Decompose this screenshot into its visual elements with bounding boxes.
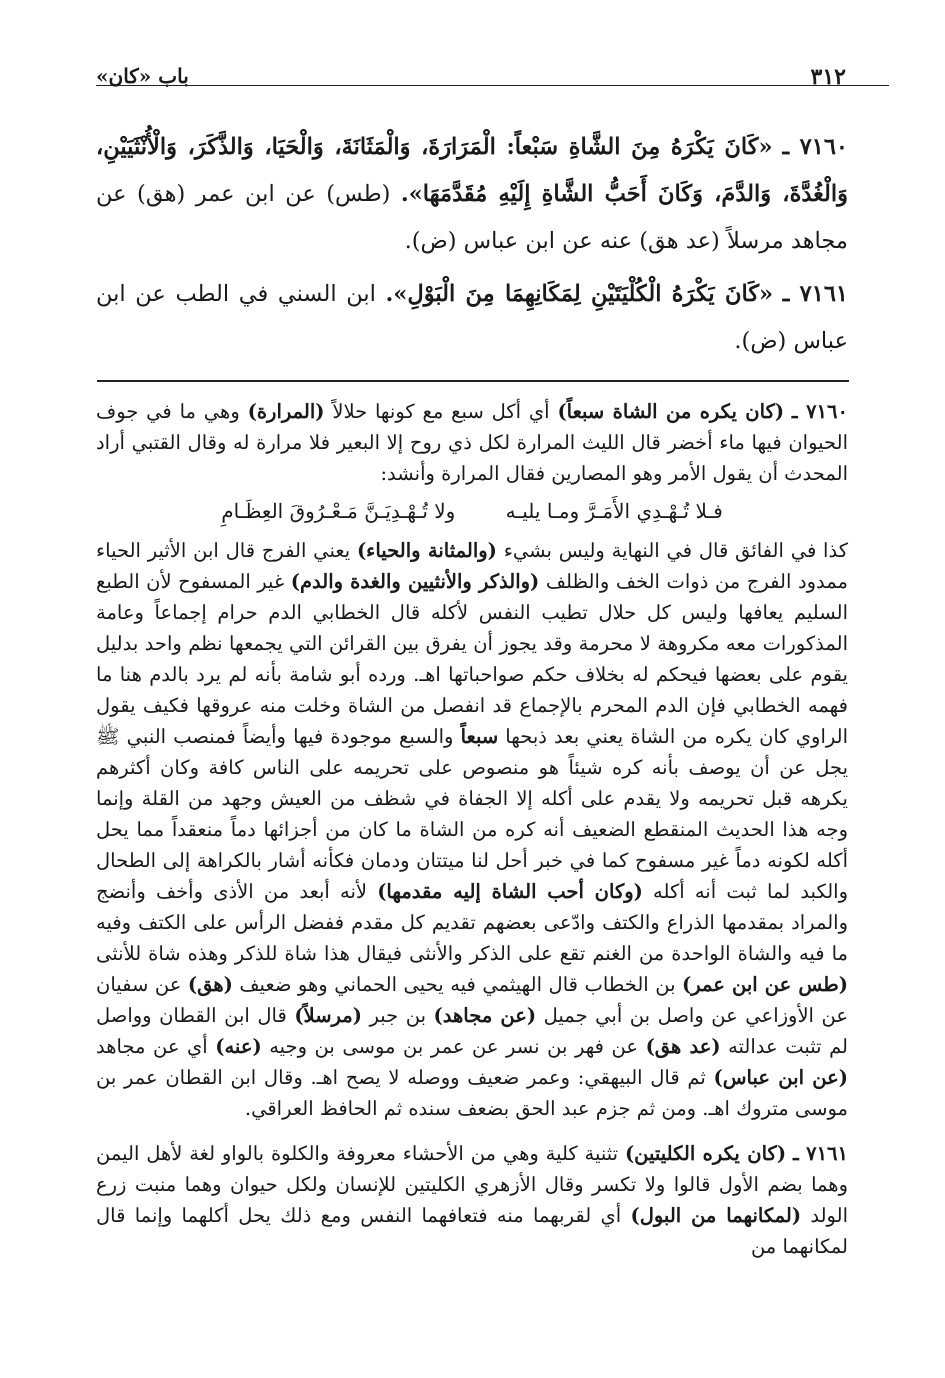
commentary-text: بن الخطاب قال الهيثمي فيه يحيى الحماني وهو ضعيف	[232, 973, 683, 996]
page-number: ٣١٢	[810, 64, 846, 90]
commentary-lemma: (وكان أحب الشاة إليه مقدمها)	[377, 880, 643, 903]
hadith-quote: «كَانَ يَكْرَهُ الْكُلْيَتَيْنِ لِمَكَانِهِمَا مِنَ الْبَوْلِ».	[385, 281, 774, 307]
commentary-text: وهي ما في جوف الحيوان فيها ماء أخضر قال الليث المرارة لكل ذي روح إلا البعير فلا مرارة له وقال القتبي أراد المحدث أن يقول الأمر وهو المصارين فقال المرارة وأنشد:	[96, 400, 848, 485]
commentary-7161	[96, 1138, 848, 1262]
commentary-number: ٧١٦٠ ـ	[791, 400, 848, 423]
commentary-lemma: (مرسلاً)	[294, 1004, 362, 1027]
commentary-number: ٧١٦١ ـ	[792, 1142, 848, 1165]
commentary-text: أي عن مجاهد	[96, 1035, 216, 1058]
commentary-text: والسبع موجودة فيها وأيضاً فمنصب النبي ﷺ يجل عن أن يوصف بأنه كره شيئاً هو منصوص على تحريمه على الناس كافة وكان أكثرهم يكرهه قبل تحريمه ولا يقدم على أكله إلا الجفاة في شظف من العيش وجهد من القلة وإنما وجه هذا الحديث المنقطع الضعيف أنه كره من الشاة ما كان من أجزائها دماً منعقداً مما يحل أكله لكونه دماً غير مسفوح كما في خبر أحل لنا ميتتان ودمان فكأنه أشار بالكراهة إلى الطحال والكبد لما ثبت أنه أكله	[96, 725, 848, 903]
commentary-lemma: (عد هق)	[645, 1035, 721, 1058]
poem-hemistich-1: فـلا تُـهْـدِي الأَمَـرَّ ومـا يليـه	[505, 499, 723, 523]
commentary-lemma: (والمثانة والحياء)	[356, 539, 497, 562]
commentary-lemma: سبعاً	[460, 725, 499, 748]
commentary-lemma: (عنه)	[215, 1035, 262, 1058]
commentary-lemma: (والذكر والأنثيين والغدة والدم)	[290, 570, 540, 593]
commentary-text: غير المسفوح لأن الطبع السليم يعافها وليس كل حلال تطيب النفس لأكله قال الخطابي الدم حرام إجماعاً وعامة المذكورات معه مكروهة لا محرمة وقد يجوز أن يفرق بين القرائن التي يجمعها نظم واحد بدليل يقوم على بعضها فيحكم له بخلاف حكم صواحباتها اهـ. ورده أبو شامة بأنه لم يرد بالدم هنا ما فهمه الخطابي فإن الدم المحرم بالإجماع قد انفصل من الشاة وخلت منه عروقها فكيف يقول الراوي كان يكره من الشاة يعني بعد ذبحها	[96, 570, 848, 748]
commentary-text: ثم قال البيهقي: وعمر ضعيف ووصله لا يصح اهـ. وقال ابن القطان عمر بن موسى متروك اهـ. ومن ثم جزم عبد الحق بضعف سنده ثم الحافظ العراقي.	[96, 1066, 848, 1120]
commentary-text: عن فهر بن نسر عن عمر بن موسى بن وجيه	[261, 1035, 646, 1058]
commentary-lemma: (طس عن ابن عمر)	[682, 973, 848, 996]
commentary-lemma: (المرارة)	[247, 400, 325, 423]
hadith-reference: ابن السني في الطب عن ابن عباس (ض).	[96, 281, 848, 354]
hadith-number: ٧١٦٠ ـ	[782, 134, 849, 160]
commentary-7160	[96, 396, 848, 489]
hadith-number: ٧١٦١ ـ	[782, 281, 848, 307]
commentary-text: كذا في الفائق قال في النهاية وليس بشيء	[496, 539, 848, 562]
poem-hemistich-2: ولا تُـهْـدِيَـنَّ مَـعْـرُوقَ العِظَـامِ	[221, 499, 456, 523]
commentary-text: قال ابن القطان وواصل لم تثبت عدالته	[96, 1004, 848, 1058]
commentary-lemma: (لمكانهما من البول)	[630, 1204, 802, 1227]
hadith-7160	[96, 124, 848, 265]
hadith-7161	[96, 271, 848, 365]
commentary-lemma: (هق)	[187, 973, 233, 996]
commentary-text: أي لقربهما منه فتعافهما النفس ومع ذلك يحل أكلهما وإنما قال لمكانهما من	[96, 1204, 848, 1258]
commentary-lemma: (عن مجاهد)	[433, 1004, 537, 1027]
hadith-text	[96, 124, 848, 371]
footnote-separator	[97, 380, 849, 382]
commentary-7160-continued	[96, 535, 848, 1124]
commentary-lemma: (كان يكره الكليتين)	[624, 1142, 787, 1165]
hadith-reference: (طس) عن ابن عمر (هق) عن مجاهد مرسلاً (عد هق) عنه عن ابن عباس (ض).	[96, 181, 848, 254]
commentary	[96, 396, 848, 1262]
commentary-text: أي أكل سبع مع كونها حلالاً	[324, 400, 558, 423]
commentary-lemma: (عن ابن عباس)	[713, 1066, 848, 1089]
page-header	[96, 64, 846, 98]
hadith-quote: «كَانَ يَكْرَهُ مِنَ الشَّاةِ سَبْعاً: الْمَرَارَةَ، وَالْمَثَانَةَ، وَالْحَيَا، وَالذَّكَرَ، وَالْأُنْثَيَيْنِ، وَالْغُدَّةَ، وَالدَّمَ، وَكَانَ أَحَبُّ الشَّاةِ إِلَيْهِ مُقَدَّمَهَا».	[96, 134, 848, 207]
commentary-text: عن سفيان عن الأوزاعي عن واصل بن أبي جميل	[96, 973, 848, 1027]
commentary-lemma: (كان يكره من الشاة سبعاً)	[557, 400, 785, 423]
commentary-text: لأنه أبعد من الأذى وأخف وأنضج والمراد بمقدمها الذراع والكتف وادّعى بعضهم تقديم كل مقدم ففضل الرأس على الكتف وفيه ما فيه والشاة الواحدة من الغنم تقع على الذكر والأنثى فيقال هذا شاة للذكر وهذه شاة للأنثى	[96, 880, 848, 965]
commentary-text: يعني الفرج قال ابن الأثير الحياء ممدود الفرج من ذوات الخف والظلف	[96, 539, 849, 593]
poem-verse	[96, 491, 848, 531]
header-rule	[96, 85, 889, 86]
running-title: باب «كان»	[96, 64, 189, 88]
commentary-text: تثنية كلية وهي من الأحشاء معروفة والكلوة بالواو لغة لأهل اليمن وهما بضم الأول قالوا ولا تكسر وقال الأزهري الكليتين للإنسان ولكل حيوان وهما منبت زرع الولد	[96, 1142, 848, 1227]
commentary-text: بن جبر	[361, 1004, 434, 1027]
